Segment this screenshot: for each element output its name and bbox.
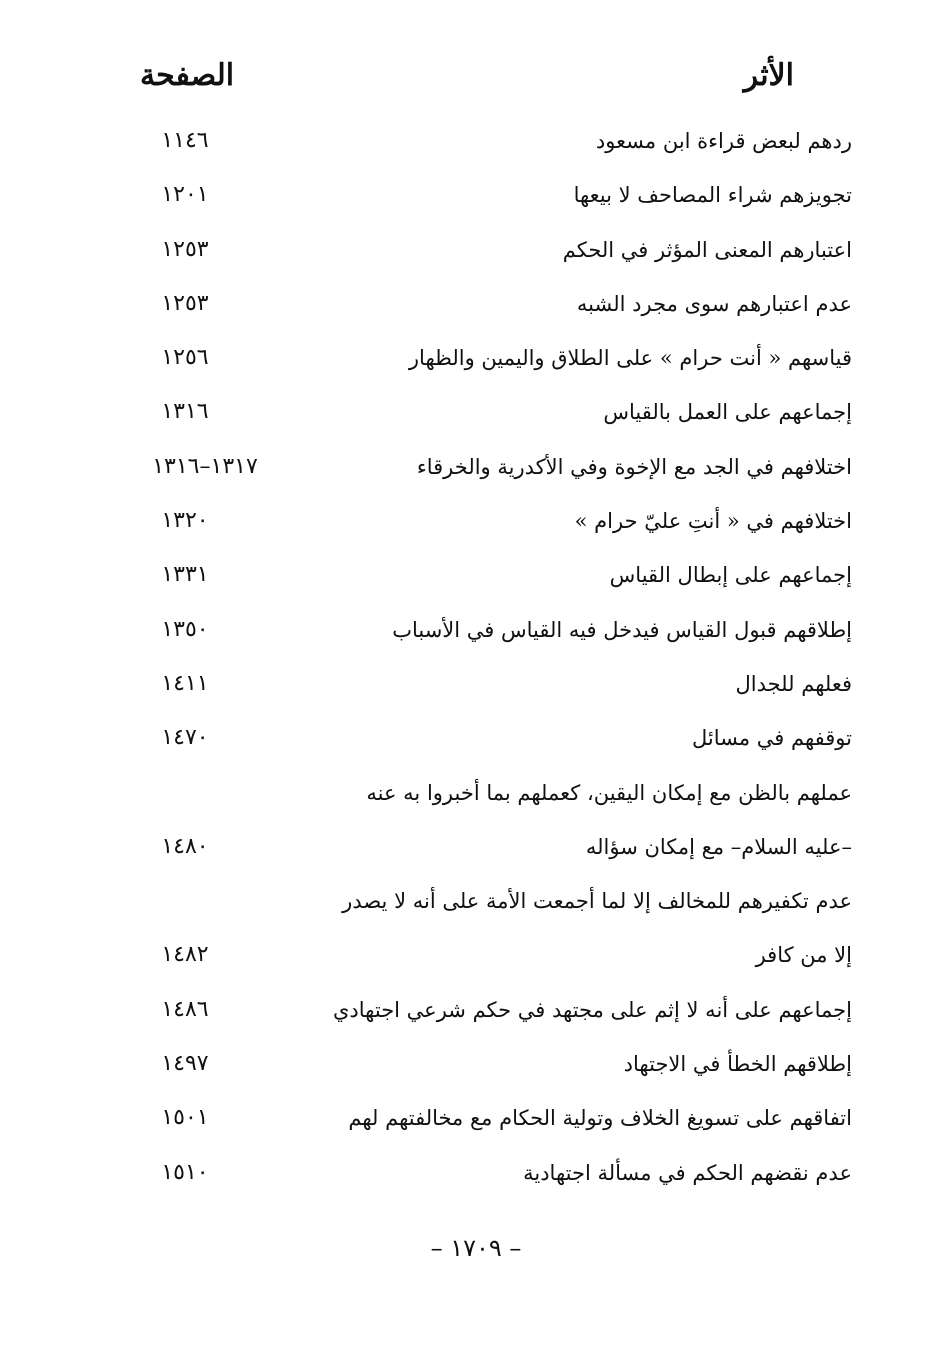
entry-page: ١٣١٧–١٣١٦ [152, 453, 258, 479]
entry-text: إطلاقهم قبول القياس فيدخل فيه القياس في الأسباب [392, 617, 852, 642]
entry-text: إلا من كافر [755, 943, 852, 968]
page-number: – ١٧٠٩ – [430, 1234, 522, 1262]
entry-page: ١٢٠١ [161, 182, 209, 208]
entry-page: ١٥١٠ [161, 1159, 209, 1185]
entry-text: عدم نقضهم الحكم في مسألة اجتهادية [523, 1160, 852, 1185]
list-item [0, 711, 952, 765]
list-item [0, 168, 952, 222]
entry-text: ردهم لبعض قراءة ابن مسعود [595, 129, 852, 153]
entry-text: إجماعهم على العمل بالقياس [603, 400, 852, 425]
entry-text: توقفهم في مسائل [691, 726, 852, 751]
entry-text: فعلهم للجدال [735, 671, 852, 696]
list-item [0, 494, 952, 548]
entry-text: إجماعهم على إبطال القياس [609, 563, 852, 588]
list-item [0, 1037, 952, 1091]
list-item [0, 657, 952, 711]
entry-text: اتفاقهم على تسويغ الخلاف وتولية الحكام مع مخالفتهم لهم [348, 1106, 852, 1131]
entry-page: ١٢٥٣ [161, 236, 209, 262]
list-item [0, 223, 952, 277]
entry-text: إجماعهم على أنه لا إثم على مجتهد في حكم شرعي اجتهادي [332, 997, 852, 1022]
entry-text: عدم اعتبارهم سوى مجرد الشبه [576, 291, 852, 316]
list-item [0, 1091, 952, 1145]
entry-page: ١٢٥٣ [161, 290, 209, 316]
column-header-athar: الأثر [743, 58, 794, 93]
entry-page: ١٣٢٠ [161, 508, 209, 534]
index-list [0, 114, 952, 1200]
entry-text: اختلافهم في الجد مع الإخوة وفي الأكدرية والخرقاء [416, 454, 852, 479]
entry-page: ١٤٨٦ [161, 996, 209, 1022]
list-item [0, 766, 952, 820]
entry-page: ١٥٠١ [161, 1105, 209, 1131]
entry-text: اعتبارهم المعنى المؤثر في الحكم [562, 237, 852, 262]
entry-text: قياسهم « أنت حرام » على الطلاق واليمين والظهار [408, 346, 852, 371]
entry-text: تجويزهم شراء المصاحف لا بيعها [573, 183, 852, 208]
entry-text: اختلافهم في « أنتِ عليّ حرام » [574, 509, 852, 534]
table-header [0, 58, 952, 102]
list-item [0, 928, 952, 982]
entry-page: ١١٤٦ [161, 128, 209, 153]
entry-page: ١٤٧٠ [161, 725, 209, 751]
entry-text: إطلاقهم الخطأ في الاجتهاد [623, 1052, 852, 1077]
entry-page: ١٣٥٠ [161, 616, 209, 642]
list-item [0, 1146, 952, 1200]
entry-page: ١٤٨٢ [161, 942, 209, 968]
column-header-page: الصفحة [140, 58, 235, 93]
entry-page: ١٢٥٦ [161, 345, 209, 371]
list-item [0, 114, 952, 168]
list-item [0, 874, 952, 928]
list-item [0, 983, 952, 1037]
entry-page: ١٤٨٠ [161, 833, 209, 859]
entry-text: عدم تكفيرهم للمخالف إلا لما أجمعت الأمة على أنه لا يصدر [342, 889, 852, 914]
entry-page: ١٤٩٧ [161, 1051, 209, 1077]
entry-text: عملهم بالظن مع إمكان اليقين، كعملهم بما أخبروا به عنه [366, 780, 852, 805]
entry-page: ١٣١٦ [161, 399, 209, 425]
entry-page: ١٤١١ [161, 670, 209, 696]
entry-page: ١٣٣١ [161, 562, 209, 588]
list-item [0, 548, 952, 602]
entry-text: –عليه السلام– مع إمكان سؤاله [585, 834, 852, 859]
list-item [0, 331, 952, 385]
list-item [0, 277, 952, 331]
list-item [0, 820, 952, 874]
list-item [0, 440, 952, 494]
list-item [0, 603, 952, 657]
list-item [0, 385, 952, 439]
